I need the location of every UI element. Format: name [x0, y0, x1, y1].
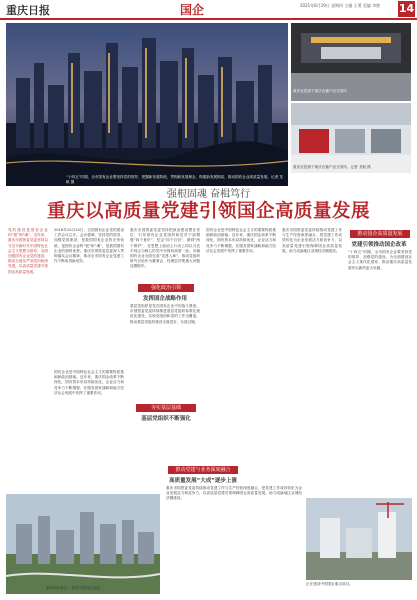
masthead [0, 0, 417, 20]
section-title: 国企 [180, 3, 205, 17]
right-bottom-caption: 重庆农投旗下重庆农畜产品交易所。记者 龙帆 摄 [293, 165, 371, 169]
subhead-badge-1: 强化政治引领 [138, 284, 194, 292]
intro-sidebar: 党的建设是国有企业的“根”和“魂”。近年来，重庆市国资委党委坚持以习近平新时代中国特色社会主义思想为指导，全面加强国有企业党的建设，推动全面从严治党向纵深发展，以高质量党建引领国企高质量发展。 [8, 228, 48, 274]
bottom-right-photo [306, 498, 412, 580]
article-column-2: 重庆市国资委党委坚持把政治建设摆在首位，引导国有企业党组织和党员干部增强“四个意识”、坚定“四个自信”、做到“两个维护”，在思想上政治上行动上同以习近平同志为核心的党中央保持高度一致。市属国有企业全面完成“党建入章”，推动党组织研究讨论作为董事会、经理层决策重大问题前置程序。 [130, 228, 200, 269]
headline-kicker: 强根固魂 奋楫笃行 [166, 189, 251, 200]
service-hall-illustration [291, 103, 411, 173]
article-column-1: 2016年10月10日，全国国有企业党的建设工作会议召开。会议强调，坚持党的领导、加强党的建设，是我国国有企业的光荣传统，是国有企业的“根”和“魂”，是我国国有企业的独特优势。重庆市国资委党委深入贯彻落实会议精神，推动全市国有企业党建工作不断取得新成效。 [54, 228, 124, 264]
bottom-left-caption: 重庆两江新区，党建引领国企发展。 [46, 586, 104, 590]
construction-illustration [306, 498, 412, 580]
bottom-left-photo [6, 494, 160, 594]
page-number: 14 [398, 2, 415, 15]
article-column-2b: 基层党组织是党在国有企业中的战斗堡垒。市国资委党委持续推进基层党组织标准化规范化建设，实现党组织和党的工作全覆盖，推动基层党组织建设全面进步、全面过硬。 [130, 304, 200, 324]
article-column-1b: 国有企业是中国特色社会主义的重要物质基础和政治基础。近年来，重庆国企改革不断深化，国有资本布局持续优化，企业活力和竞争力不断增强，在服务国家战略和地方经济社会发展中发挥了重要作用。 [54, 370, 124, 395]
newspaper-logo: 重庆日报 [6, 4, 50, 17]
bottom-right-caption: 正在建设中的国企重点项目。 [306, 582, 353, 586]
subhead-text-4: 党建引领推动国企改革 [351, 242, 407, 248]
aerial-city-illustration [6, 494, 160, 594]
city-skyline-illustration [6, 23, 288, 186]
headline-title: 重庆以高质量党建引领国企高质量发展 [46, 201, 370, 222]
subhead-badge-2: 夯实基层基础 [136, 404, 196, 412]
subhead-badge-3: 推动党建与业务深度融合 [168, 466, 238, 474]
date-line: 2021年8月19日 星期四 主编 王勇 美编 李艳 [300, 3, 381, 8]
subhead-text-2: 基层党组织不断强化 [141, 416, 191, 422]
article-column-bottom: 重庆市国资委党委持续推动党建工作与生产经营深度融合，把党建工作成效转化为企业发展活力和竞争力，以高质量党建引领保障国企高质量发展，助力成渝地区双城经济圈建设。 [166, 486, 302, 501]
subhead-badge-4: 推动国企高质量发展 [350, 230, 410, 238]
subhead-text-1: 发挥国企战略作用 [142, 296, 187, 302]
right-bottom-photo [291, 103, 411, 173]
right-top-photo [291, 23, 411, 101]
city-photo-caption: “十四五”时期，全市国有企业要坚持党的领导，把握新发展阶段，贯彻新发展理念，构建新发展格局，推动国有企业高质量发展。记者 龙帆 摄 [66, 175, 283, 184]
right-top-caption: 重庆农投旗下重庆农畜产品交易所 [293, 89, 347, 93]
subhead-text-3: 高质量发展“大成”逐步上演 [169, 478, 237, 484]
city-skyline-photo [6, 23, 288, 186]
article-column-5: “十四五”时期，全市国有企业要坚持党的领导、加强党的建设，为全面建设社会主义现代化国家、推动重庆高质量发展作出新的更大贡献。 [348, 250, 412, 270]
article-column-3: 国有企业是中国特色社会主义的重要物质基础和政治基础。近年来，重庆国企改革不断深化，国有资本布局持续优化，企业活力和竞争力不断增强，在服务国家战略和地方经济社会发展中发挥了重要作用。 [206, 228, 276, 253]
article-column-4: 重庆市国资委党委持续推动党建工作与生产经营深度融合，把党建工作成效转化为企业发展活力和竞争力，以高质量党建引领保障国企高质量发展，助力成渝地区双城经济圈建设。 [282, 228, 342, 253]
